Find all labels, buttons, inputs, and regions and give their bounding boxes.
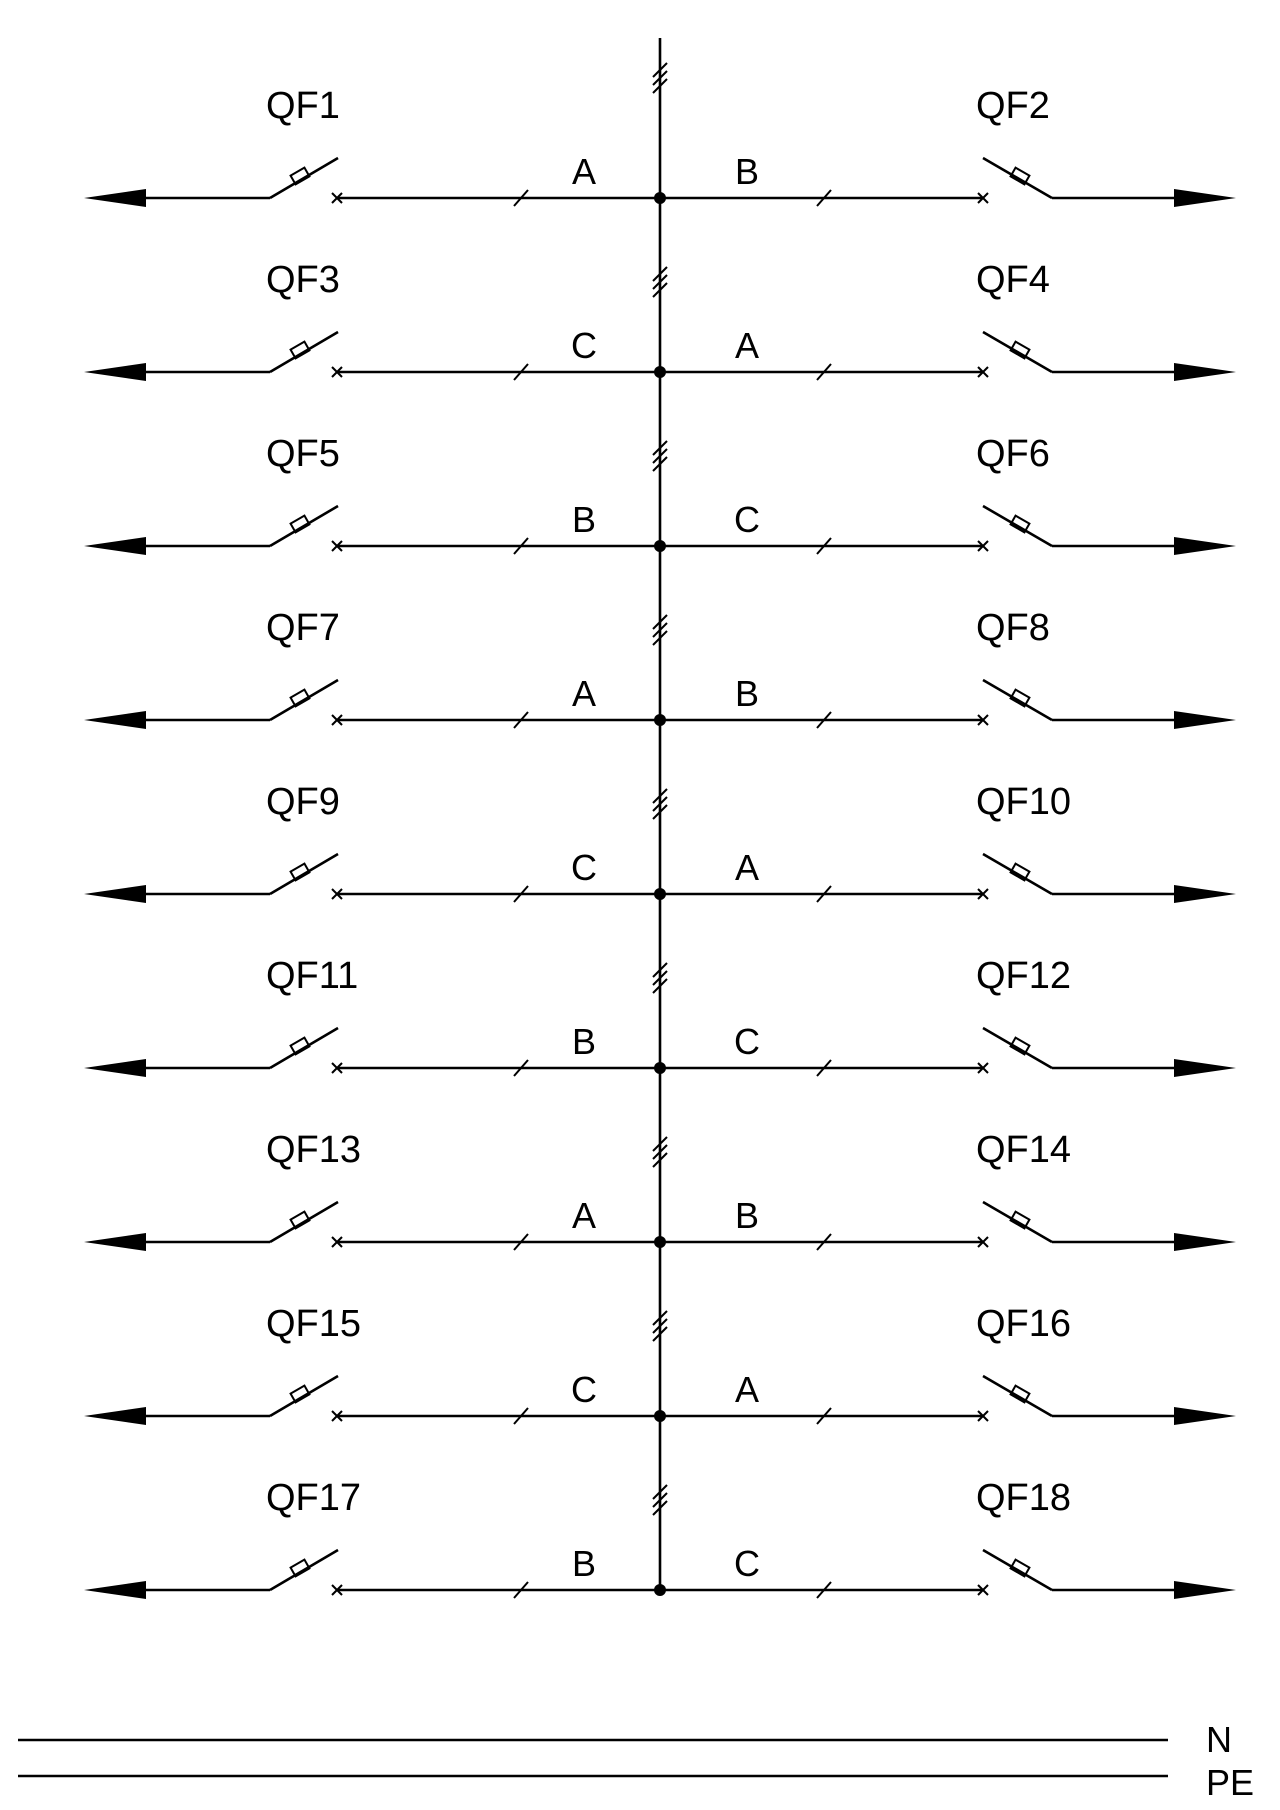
right-phase-label: A	[734, 325, 760, 366]
left-phase-label: B	[571, 1543, 597, 1584]
right-breaker-label: QF16	[976, 1303, 1072, 1345]
left-arrow-icon	[84, 189, 146, 207]
left-phase-label: A	[571, 151, 597, 192]
left-phase-label: C	[571, 1369, 597, 1410]
right-breaker-blade	[983, 158, 1052, 198]
right-breaker-label: QF18	[976, 1477, 1072, 1519]
right-phase-label: B	[734, 151, 760, 192]
left-arrow-icon	[84, 363, 146, 381]
right-phase-label: C	[734, 499, 760, 540]
left-breaker-label: QF1	[266, 85, 340, 127]
left-phase-label: B	[571, 499, 597, 540]
left-breaker-blade	[270, 1202, 338, 1242]
right-breaker-label: QF6	[976, 433, 1050, 475]
right-breaker-blade	[983, 680, 1052, 720]
right-arrow-icon	[1174, 1059, 1236, 1077]
bus-label: N	[1206, 1719, 1232, 1760]
right-arrow-icon	[1174, 363, 1236, 381]
junction-dot	[654, 540, 666, 552]
left-arrow-icon	[84, 885, 146, 903]
left-breaker-blade	[270, 854, 338, 894]
right-phase-label: B	[734, 1195, 760, 1236]
right-breaker-label: QF4	[976, 259, 1050, 301]
right-breaker-blade	[983, 506, 1052, 546]
right-breaker-label: QF2	[976, 85, 1050, 127]
left-breaker-label: QF7	[266, 607, 340, 649]
right-breaker-blade	[983, 1202, 1052, 1242]
right-arrow-icon	[1174, 1407, 1236, 1425]
right-breaker-blade	[983, 1028, 1052, 1068]
right-arrow-icon	[1174, 885, 1236, 903]
junction-dot	[654, 1062, 666, 1074]
junction-dot	[654, 1236, 666, 1248]
left-arrow-icon	[84, 1407, 146, 1425]
right-breaker-blade	[983, 1376, 1052, 1416]
left-arrow-icon	[84, 537, 146, 555]
left-arrow-icon	[84, 711, 146, 729]
right-breaker-blade	[983, 854, 1052, 894]
right-phase-label: B	[734, 673, 760, 714]
right-phase-label: C	[734, 1021, 760, 1062]
left-phase-label: C	[571, 325, 597, 366]
left-breaker-label: QF11	[266, 955, 359, 997]
right-arrow-icon	[1174, 711, 1236, 729]
junction-dot	[654, 1584, 666, 1596]
left-phase-label: B	[571, 1021, 597, 1062]
right-breaker-label: QF14	[976, 1129, 1072, 1171]
junction-dot	[654, 888, 666, 900]
left-breaker-blade	[270, 332, 338, 372]
left-phase-label: A	[571, 673, 597, 714]
bus-n	[18, 1719, 1232, 1760]
bus-pe	[18, 1762, 1254, 1803]
bus-label: PE	[1206, 1762, 1255, 1803]
right-breaker-label: QF8	[976, 607, 1050, 649]
left-arrow-icon	[84, 1581, 146, 1599]
left-breaker-blade	[270, 506, 338, 546]
right-arrow-icon	[1174, 1581, 1236, 1599]
left-breaker-blade	[270, 158, 338, 198]
junction-dot	[654, 192, 666, 204]
right-breaker-blade	[983, 332, 1052, 372]
right-phase-label: C	[734, 1543, 760, 1584]
left-breaker-label: QF17	[266, 1477, 362, 1519]
left-arrow-icon	[84, 1233, 146, 1251]
left-breaker-label: QF5	[266, 433, 340, 475]
left-breaker-label: QF13	[266, 1129, 362, 1171]
left-breaker-blade	[270, 1376, 338, 1416]
junction-dot	[654, 714, 666, 726]
left-arrow-icon	[84, 1059, 146, 1077]
left-phase-label: A	[571, 1195, 597, 1236]
right-phase-label: A	[734, 1369, 760, 1410]
left-breaker-blade	[270, 680, 338, 720]
right-arrow-icon	[1174, 537, 1236, 555]
junction-dot	[654, 1410, 666, 1422]
right-breaker-blade	[983, 1550, 1052, 1590]
right-arrow-icon	[1174, 189, 1236, 207]
left-breaker-blade	[270, 1028, 338, 1068]
junction-dot	[654, 366, 666, 378]
right-arrow-icon	[1174, 1233, 1236, 1251]
left-phase-label: C	[571, 847, 597, 888]
left-breaker-label: QF15	[266, 1303, 362, 1345]
right-breaker-label: QF12	[976, 955, 1072, 997]
left-breaker-blade	[270, 1550, 338, 1590]
left-breaker-label: QF3	[266, 259, 340, 301]
right-phase-label: A	[734, 847, 760, 888]
left-breaker-label: QF9	[266, 781, 340, 823]
right-breaker-label: QF10	[976, 781, 1072, 823]
